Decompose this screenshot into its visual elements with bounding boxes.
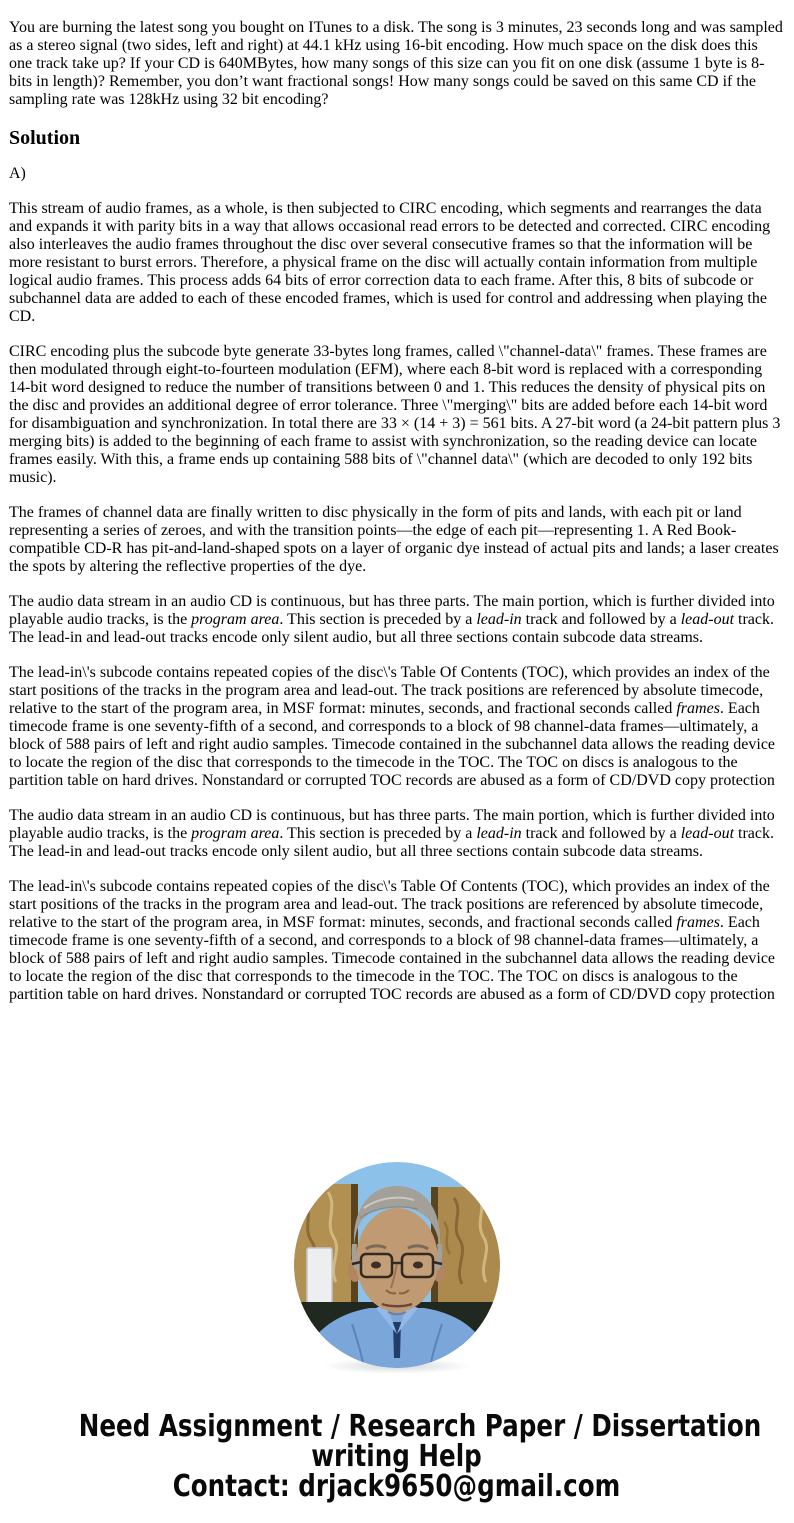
- paragraph-efm-modulation: CIRC encoding plus the subcode byte generate 33-bytes long frames, called \"channel-data\" frames. These frames are then modulated through eight-to-fourteen modulation (EFM), where each 8-bit word is replaced with a corresponding 14-bit word designed to reduce the number of transitions between 0 and 1. This reduces the density of physical pits on the disc and provides an additional degree of error tolerance. Three \"merging\" bits are added before each 14-bit word for disambiguation and synchronization. In total there are 33 × (14 + 3) = 561 bits. A 27-bit word (a 24-bit pattern plus 3 merging bits) is added to the beginning of each frame to assist with synchronization, so the reading device can locate frames easily. With this, a frame ends up containing 588 bits of \"channel data\" (which are decoded to only 192 bits music).: [9, 343, 781, 486]
- paragraph-pits-and-lands: The frames of channel data are finally written to disc physically in the form of pits and lands, with each pit or land representing a series of zeroes, and with the transition points—the edge of each pit—representing 1. A Red Book-compatible CD-R has pit-and-land-shaped spots on a layer of organic dye instead of actual pits and lands; a laser creates the spots by altering the reflective properties of the dye.: [9, 504, 779, 575]
- paragraph-circ-encoding: This stream of audio frames, as a whole, is then subjected to CIRC encoding, which segments and rearranges the data and expands it with parity bits in a way that allows occasional read errors to be detected and corrected. CIRC encoding also interleaves the audio frames throughout the disc over several consecutive frames so that the information will be more resistant to burst errors. Therefore, a physical frame on the disc will actually contain information from multiple logical audio frames. This process adds 64 bits of error correction data to each frame. After this, 8 bits of subcode or subchannel data are added to each of these encoded frames, which is used for control and addressing when playing the CD.: [9, 200, 771, 325]
- footer-help-line-2: writing Help: [311, 1439, 482, 1474]
- paragraph-audio-stream-structure-repeat: The audio data stream in an audio CD is continuous, but has three parts. The main portion, which is further divided into playable audio tracks, is the program area. This section is preceded by a lead-in track and followed by a lead-out track. The lead-in and lead-out tracks encode only silent audio, but all three sections contain subcode data streams.: [9, 807, 775, 860]
- part-a-label: A): [9, 165, 26, 182]
- question-paragraph: You are burning the latest song you bought on ITunes to a disk. The song is 3 minutes, 23 seconds long and was sampled as a stereo signal (two sides, left and right) at 44.1 kHz using 16-bit encoding. How much space on the disk does this one track take up? If your CD is 640MBytes, how many songs of this size can you fit on one disk (assume 1 byte is 8-bits in length)? Remember, you don’t want fractional songs! How many songs could be saved on this same CD if the sampling rate was 128kHz using 32 bit encoding?: [9, 19, 783, 108]
- paragraph-toc: The lead-in\'s subcode contains repeated copies of the disc\'s Table Of Contents (TOC), which provides an index of the start positions of the tracks in the program area and lead-out. The track positions are referenced by absolute timecode, relative to the start of the program area, in MSF format: minutes, seconds, and fractional seconds called frames. Each timecode frame is one seventy-fifth of a second, and corresponds to a block of 98 channel-data frames—ultimately, a block of 588 pairs of left and right audio samples. Timecode contained in the subchannel data allows the reading device to locate the region of the disc that corresponds to the timecode in the TOC. The TOC on discs is analogous to the partition table on hard drives. Nonstandard or corrupted TOC records are abused as a form of CD/DVD copy protection: [9, 664, 776, 789]
- wall-switch-plate: [307, 1248, 332, 1308]
- paragraph-audio-stream-structure: The audio data stream in an audio CD is continuous, but has three parts. The main portion, which is further divided into playable audio tracks, is the program area. This section is preceded by a lead-in track and followed by a lead-out track. The lead-in and lead-out tracks encode only silent audio, but all three sections contain subcode data streams.: [9, 593, 775, 646]
- footer-help-line-1: Need Assignment / Research Paper / Dissertation: [78, 1409, 762, 1444]
- tutor-avatar: [294, 1162, 500, 1368]
- tutor-portrait-photo: [294, 1162, 500, 1368]
- footer-contact-email: Contact: drjack9650@gmail.com: [172, 1469, 621, 1504]
- portrait-illustration: [294, 1162, 500, 1368]
- footer-advertisement: [9, 1409, 784, 1504]
- paragraph-toc-repeat: The lead-in\'s subcode contains repeated copies of the disc\'s Table Of Contents (TOC), which provides an index of the start positions of the tracks in the program area and lead-out. The track positions are referenced by absolute timecode, relative to the start of the program area, in MSF format: minutes, seconds, and fractional seconds called frames. Each timecode frame is one seventy-fifth of a second, and corresponds to a block of 98 channel-data frames—ultimately, a block of 588 pairs of left and right audio samples. Timecode contained in the subchannel data allows the reading device to locate the region of the disc that corresponds to the timecode in the TOC. The TOC on discs is analogous to the partition table on hard drives. Nonstandard or corrupted TOC records are abused as a form of CD/DVD copy protection: [9, 878, 776, 1003]
- solution-heading: Solution: [9, 127, 81, 149]
